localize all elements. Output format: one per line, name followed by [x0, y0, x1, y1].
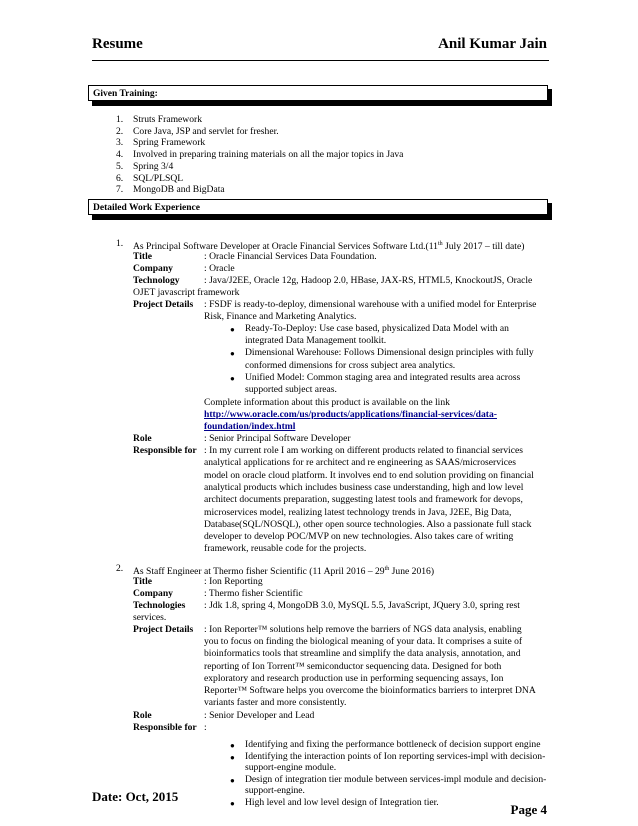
responsibility-line: Database(SQL/NOSQL), other open source technologies. Also a passionate full stack: [204, 518, 532, 530]
header-left: Resume: [92, 36, 143, 52]
bullet-icon: ●: [230, 349, 235, 359]
bullet-icon: ●: [230, 741, 235, 750]
training-item: Involved in preparing training materials on all the major topics in Java: [133, 149, 404, 161]
label-role: Role: [133, 710, 152, 721]
project-line: bioinformatics tools that streamline and simplify the data analysis, annotation, and: [204, 648, 521, 660]
value-technologies: : Jdk 1.8, spring 4, MongoDB 3.0, MySQL 5.5, JavaScript, JQuery 3.0, spring rest: [204, 600, 520, 611]
responsibility-line: analytical applications for re architect and re engineering as SAAS/microservices: [204, 457, 516, 469]
training-item-number: 7.: [116, 184, 124, 196]
project-line: : FSDF is ready-to-deploy, dimensional warehouse with a unified model for Enterprise: [204, 299, 537, 310]
value-title: : Oracle Financial Services Data Foundation.: [204, 251, 377, 262]
bullet-text: support-engine module.: [245, 762, 337, 774]
bullet-icon: ●: [230, 373, 235, 383]
training-item: MongoDB and BigData: [133, 184, 225, 196]
project-line: reporting of Ion Torrent™ semiconductor sequencing data. Designed for both: [204, 660, 502, 672]
project-line: variants faster and more consistently.: [204, 697, 347, 709]
footer-date: Date: Oct, 2015: [92, 789, 179, 804]
product-link[interactable]: http://www.oracle.com/us/products/applications/financial-services/data-: [204, 409, 497, 420]
value-responsible-colon: :: [204, 722, 207, 733]
training-item-number: 6.: [116, 172, 124, 184]
project-line: exploratory and research production use in performing sequencing assays, Ion: [204, 672, 504, 684]
training-item-number: 3.: [116, 137, 124, 149]
complete-info: Complete information about this product is available on the link: [204, 397, 450, 408]
footer-page: Page 4: [510, 802, 547, 817]
training-item-number: 1.: [116, 114, 124, 125]
label-title: Title: [133, 251, 153, 262]
responsibility-line: framework, reusable code for the projects.: [204, 543, 367, 555]
label-responsible-for: Responsible for: [133, 722, 197, 733]
responsibility-line: : In my current role I am working on different products related to financial services: [204, 445, 523, 456]
bullet-text: supported subject areas.: [245, 384, 337, 395]
section-title-training: Given Training:: [88, 85, 548, 101]
bullet-text: support-engine.: [245, 785, 305, 797]
job-heading: As Principal Software Developer at Oracle Financial Services Software Ltd.(11th July 2017 – till date): [133, 241, 525, 253]
value-company: : Thermo fisher Scientific: [204, 588, 303, 599]
label-company: Company: [133, 263, 173, 274]
project-line: Reporter™ Software helps you overcome the bioinformatics barriers to interpret DNA: [204, 685, 536, 696]
training-item: SQL/PLSQL: [133, 172, 184, 184]
label-project-details: Project Details: [133, 299, 194, 310]
label-technology: Technology: [133, 275, 180, 286]
value-company: : Oracle: [204, 263, 235, 274]
header-rule: [92, 60, 549, 61]
bullet-icon: ●: [230, 799, 235, 808]
label-project-details: Project Details: [133, 624, 194, 635]
value-technology: : Java/J2EE, Oracle 12g, Hadoop 2.0, HBase, JAX-RS, HTML5, KnockoutJS, Oracle: [204, 275, 533, 286]
label-role: Role: [133, 433, 152, 444]
value-title: : Ion Reporting: [204, 576, 263, 587]
product-link-cont[interactable]: foundation/index.html: [204, 421, 296, 432]
responsibility-line: developer to develop POC/MVP on new technologies. Also takes care of writing: [204, 531, 514, 543]
responsibility-line: model on oracle cloud platform. It involves end to end solution providing on financial: [204, 469, 534, 481]
label-responsible-for: Responsible for: [133, 445, 197, 456]
value-technology-cont: OJET javascript framework: [133, 287, 240, 298]
training-item: Spring Framework: [133, 137, 206, 149]
bullet-text: Design of integration tier module between services-impl module and decision-: [245, 773, 547, 785]
training-item-number: 4.: [116, 149, 124, 161]
project-line: you to focus on finding the biological meaning of your data. It comprises a suite of: [204, 636, 523, 648]
responsibility-line: microservices model, realizing latest technology trends in Java, J2EE, Big Data,: [204, 506, 512, 518]
job-heading: As Staff Engineer at Thermo fisher Scientific (11 April 2016 – 29th June 2016): [133, 566, 435, 578]
bullet-text: High level and low level design of Integration tier.: [245, 797, 439, 808]
label-technologies: Technologies: [133, 600, 186, 611]
responsibility-line: architect documents preparation, suggesting latest tools and framework for devops,: [204, 494, 523, 506]
value-role: : Senior Developer and Lead: [204, 710, 315, 721]
bullet-icon: ●: [230, 775, 235, 785]
bullet-text: Identifying and fixing the performance bottleneck of decision support engine: [245, 739, 541, 750]
training-item: Core Java, JSP and servlet for fresher.: [133, 125, 279, 137]
project-line: : Ion Reporter™ solutions help remove the barriers of NGS data analysis, enabling: [204, 624, 522, 635]
bullet-text: Unified Model: Common staging area and integrated results area across: [245, 371, 521, 383]
value-technologies-cont: services.: [133, 612, 167, 623]
value-role: : Senior Principal Software Developer: [204, 433, 351, 444]
label-company: Company: [133, 588, 173, 599]
responsibility-line: analytical products which includes business case understanding, high and low level: [204, 481, 524, 493]
bullet-text: Ready-To-Deploy: Use case based, physicalized Data Model with an: [245, 323, 509, 334]
bullet-text: conformed dimensions for cross subject area analytics.: [245, 359, 456, 371]
bullet-text: Identifying the interaction points of Ion reporting services-impl with decision-: [245, 750, 546, 762]
project-line: Risk, Finance and Marketing Analytics.: [204, 311, 357, 322]
bullet-text: integrated Data Management toolkit.: [245, 335, 387, 347]
bullet-icon: ●: [230, 752, 235, 762]
section-title-experience: Detailed Work Experience: [88, 199, 548, 215]
bullet-text: Dimensional Warehouse: Follows Dimensional design principles with fully: [245, 347, 534, 359]
training-item: Spring 3/4: [133, 160, 174, 172]
training-item-number: 2.: [116, 125, 124, 137]
bullet-icon: ●: [230, 325, 235, 334]
training-item-number: 5.: [116, 160, 124, 172]
label-title: Title: [133, 576, 153, 587]
header-right: Anil Kumar Jain: [438, 36, 547, 52]
training-item: Struts Framework: [133, 114, 203, 125]
job-number: 2.: [116, 563, 124, 574]
job-number: 1.: [116, 238, 124, 249]
